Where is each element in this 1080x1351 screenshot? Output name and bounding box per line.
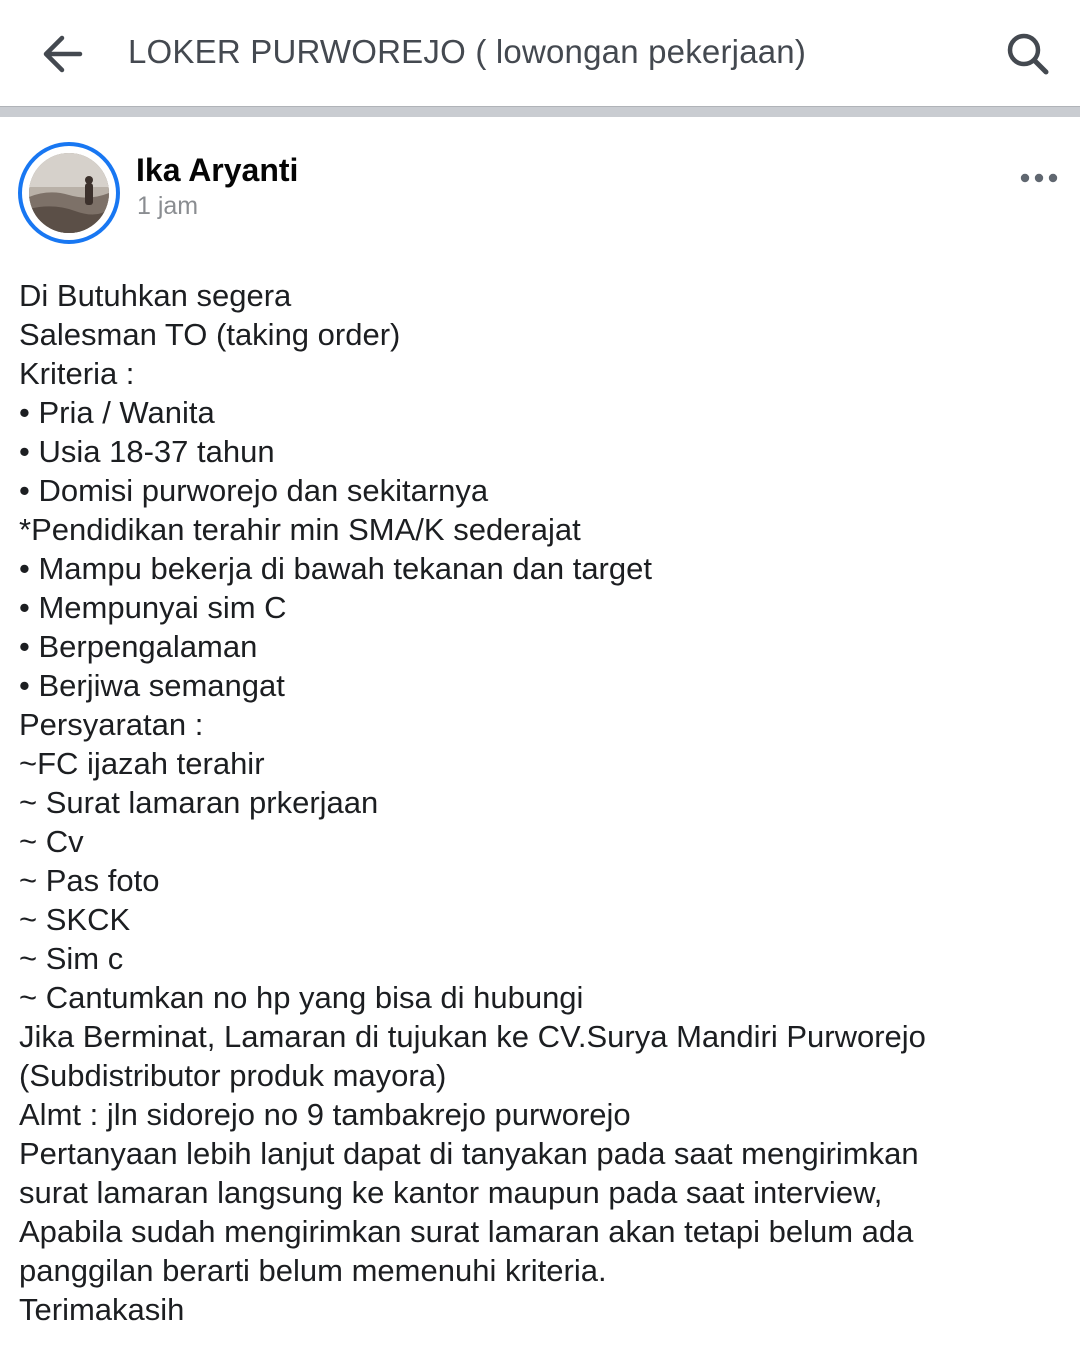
post-text-line: • Domisi purworejo dan sekitarnya [19,473,489,508]
more-horizontal-icon [1012,162,1066,194]
post-text [19,276,1059,1329]
post-text-line: ~ Pas foto [19,863,160,898]
post-text-line: Jika Berminat, Lamaran di tujukan ke CV.Surya Mandiri Purworejo [19,1019,926,1054]
post-text-line: • Mempunyai sim C [19,590,287,625]
arrow-left-icon [30,26,94,82]
post-text-line: ~ SKCK [19,902,131,937]
post-timestamp[interactable]: 1 jam [137,192,199,220]
header-divider [0,106,1080,117]
top-app-bar [0,0,1080,106]
post-text-line: ~ Cantumkan no hp yang bisa di hubungi [19,980,584,1015]
post-text-line: • Usia 18-37 tahun [19,434,275,469]
post-text-line: Pertanyaan lebih lanjut dapat di tanyakan pada saat mengirimkan [19,1136,919,1171]
author-name[interactable]: Ika Aryanti [136,152,299,188]
post-text-line: panggilan berarti belum memenuhi kriteria. [19,1253,607,1288]
post-text-line: Almt : jln sidorejo no 9 tambakrejo purworejo [19,1097,631,1132]
post-text-line: • Berjiwa semangat [19,668,285,703]
more-options-button[interactable] [1012,162,1066,194]
post-text-line: surat lamaran langsung ke kantor maupun pada saat interview, [19,1175,883,1210]
author-avatar-ring[interactable] [18,142,120,244]
post-text-line: Di Butuhkan segera [19,278,292,313]
avatar [29,153,109,233]
post-header [0,140,1080,250]
post-text-line: ~FC ijazah terahir [19,746,265,781]
post-text-line: *Pendidikan terahir min SMA/K sederajat [19,512,581,547]
post-text-line: (Subdistributor produk mayora) [19,1058,447,1093]
post-text-line: Salesman TO (taking order) [19,317,401,352]
post-text-line: ~ Surat lamaran prkerjaan [19,785,379,820]
post-text-line: • Pria / Wanita [19,395,215,430]
group-title[interactable]: LOKER PURWOREJO ( lowongan pekerjaan) [128,33,807,70]
back-button[interactable] [30,26,94,82]
post-text-line: Persyaratan : [19,707,204,742]
post-text-line: • Mampu bekerja di bawah tekanan dan target [19,551,652,586]
search-icon [998,24,1058,84]
avatar-photo [29,153,109,233]
post-text-line: • Berpengalaman [19,629,258,664]
post-text-line: Kriteria : [19,356,135,391]
post-text-line: Terimakasih [19,1292,185,1327]
search-button[interactable] [998,24,1058,84]
post-text-line: ~ Cv [19,824,84,859]
post-text-line: ~ Sim c [19,941,124,976]
post-text-line: Apabila sudah mengirimkan surat lamaran akan tetapi belum ada [19,1214,914,1249]
